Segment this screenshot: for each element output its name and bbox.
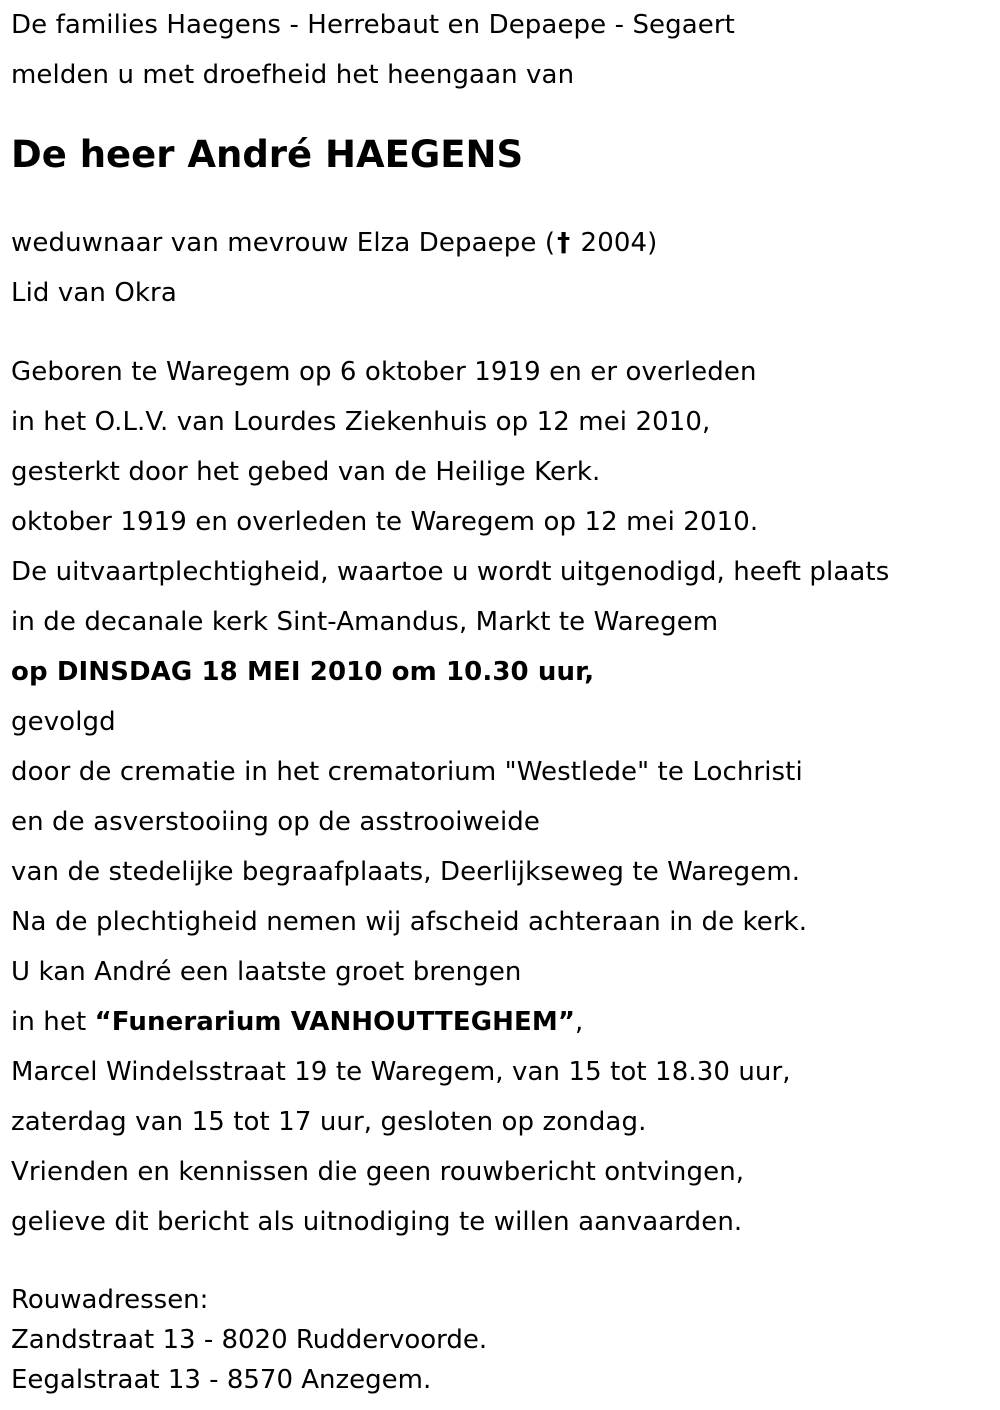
intro-families: De families Haegens - Herrebaut en Depaepe - Segaert <box>11 10 735 40</box>
mourning-addresses <box>11 1280 991 1400</box>
funerarium-prefix: in het <box>11 1007 95 1037</box>
body-line-11: van de stedelijke begraafplaats, Deerlijkseweg te Waregem. <box>11 857 801 887</box>
deceased-name: De heer André HAEGENS <box>11 133 524 176</box>
body-line-8: gevolgd <box>11 707 116 737</box>
funerarium-name: “Funerarium VANHOUTTEGHEM” <box>94 1007 576 1037</box>
body-line-12: Na de plechtigheid nemen wij afscheid achteraan in de kerk. <box>11 907 808 937</box>
body-line-4: oktober 1919 en overleden te Waregem op 12 mei 2010. <box>11 507 759 537</box>
body-line-17: Vrienden en kennissen die geen rouwbericht ontvingen, <box>11 1157 745 1187</box>
funerarium-suffix: , <box>575 1007 584 1037</box>
funeral-date-line: op DINSDAG 18 MEI 2010 om 10.30 uur, <box>11 657 595 687</box>
cross-icon: † <box>557 228 571 258</box>
member-line: Lid van Okra <box>11 278 177 308</box>
body-line-18: gelieve dit bericht als uitnodiging te willen aanvaarden. <box>11 1207 743 1237</box>
addresses-label: Rouwadressen: <box>11 1285 209 1315</box>
body-line-1: Geboren te Waregem op 6 oktober 1919 en er overleden <box>11 357 757 387</box>
spacer <box>11 318 991 347</box>
body-line-2: in het O.L.V. van Lourdes Ziekenhuis op 12 mei 2010, <box>11 407 711 437</box>
widower-suffix: 2004) <box>572 228 658 258</box>
obituary-notice <box>11 0 991 1400</box>
intro-announcement: melden u met droefheid het heengaan van <box>11 60 575 90</box>
body-line-10: en de asverstooiing op de asstrooiweide <box>11 807 541 837</box>
body-line-6: in de decanale kerk Sint-Amandus, Markt te Waregem <box>11 607 719 637</box>
body-line-5: De uitvaartplechtigheid, waartoe u wordt uitgenodigd, heeft plaats <box>11 557 890 587</box>
widower-prefix: weduwnaar van mevrouw Elza Depaepe ( <box>11 228 556 258</box>
body-line-3: gesterkt door het gebed van de Heilige Kerk. <box>11 457 601 487</box>
funerarium-line <box>11 997 991 1047</box>
body-line-15: Marcel Windelsstraat 19 te Waregem, van 15 tot 18.30 uur, <box>11 1057 791 1087</box>
address-2: Eegalstraat 13 - 8570 Anzegem. <box>11 1365 432 1395</box>
body-line-16: zaterdag van 15 tot 17 uur, gesloten op zondag. <box>11 1107 647 1137</box>
widower-line <box>11 218 991 268</box>
body-line-13: U kan André een laatste groet brengen <box>11 957 522 987</box>
body-line-9: door de crematie in het crematorium "Westlede" te Lochristi <box>11 757 803 787</box>
address-1: Zandstraat 13 - 8020 Ruddervoorde. <box>11 1325 488 1355</box>
